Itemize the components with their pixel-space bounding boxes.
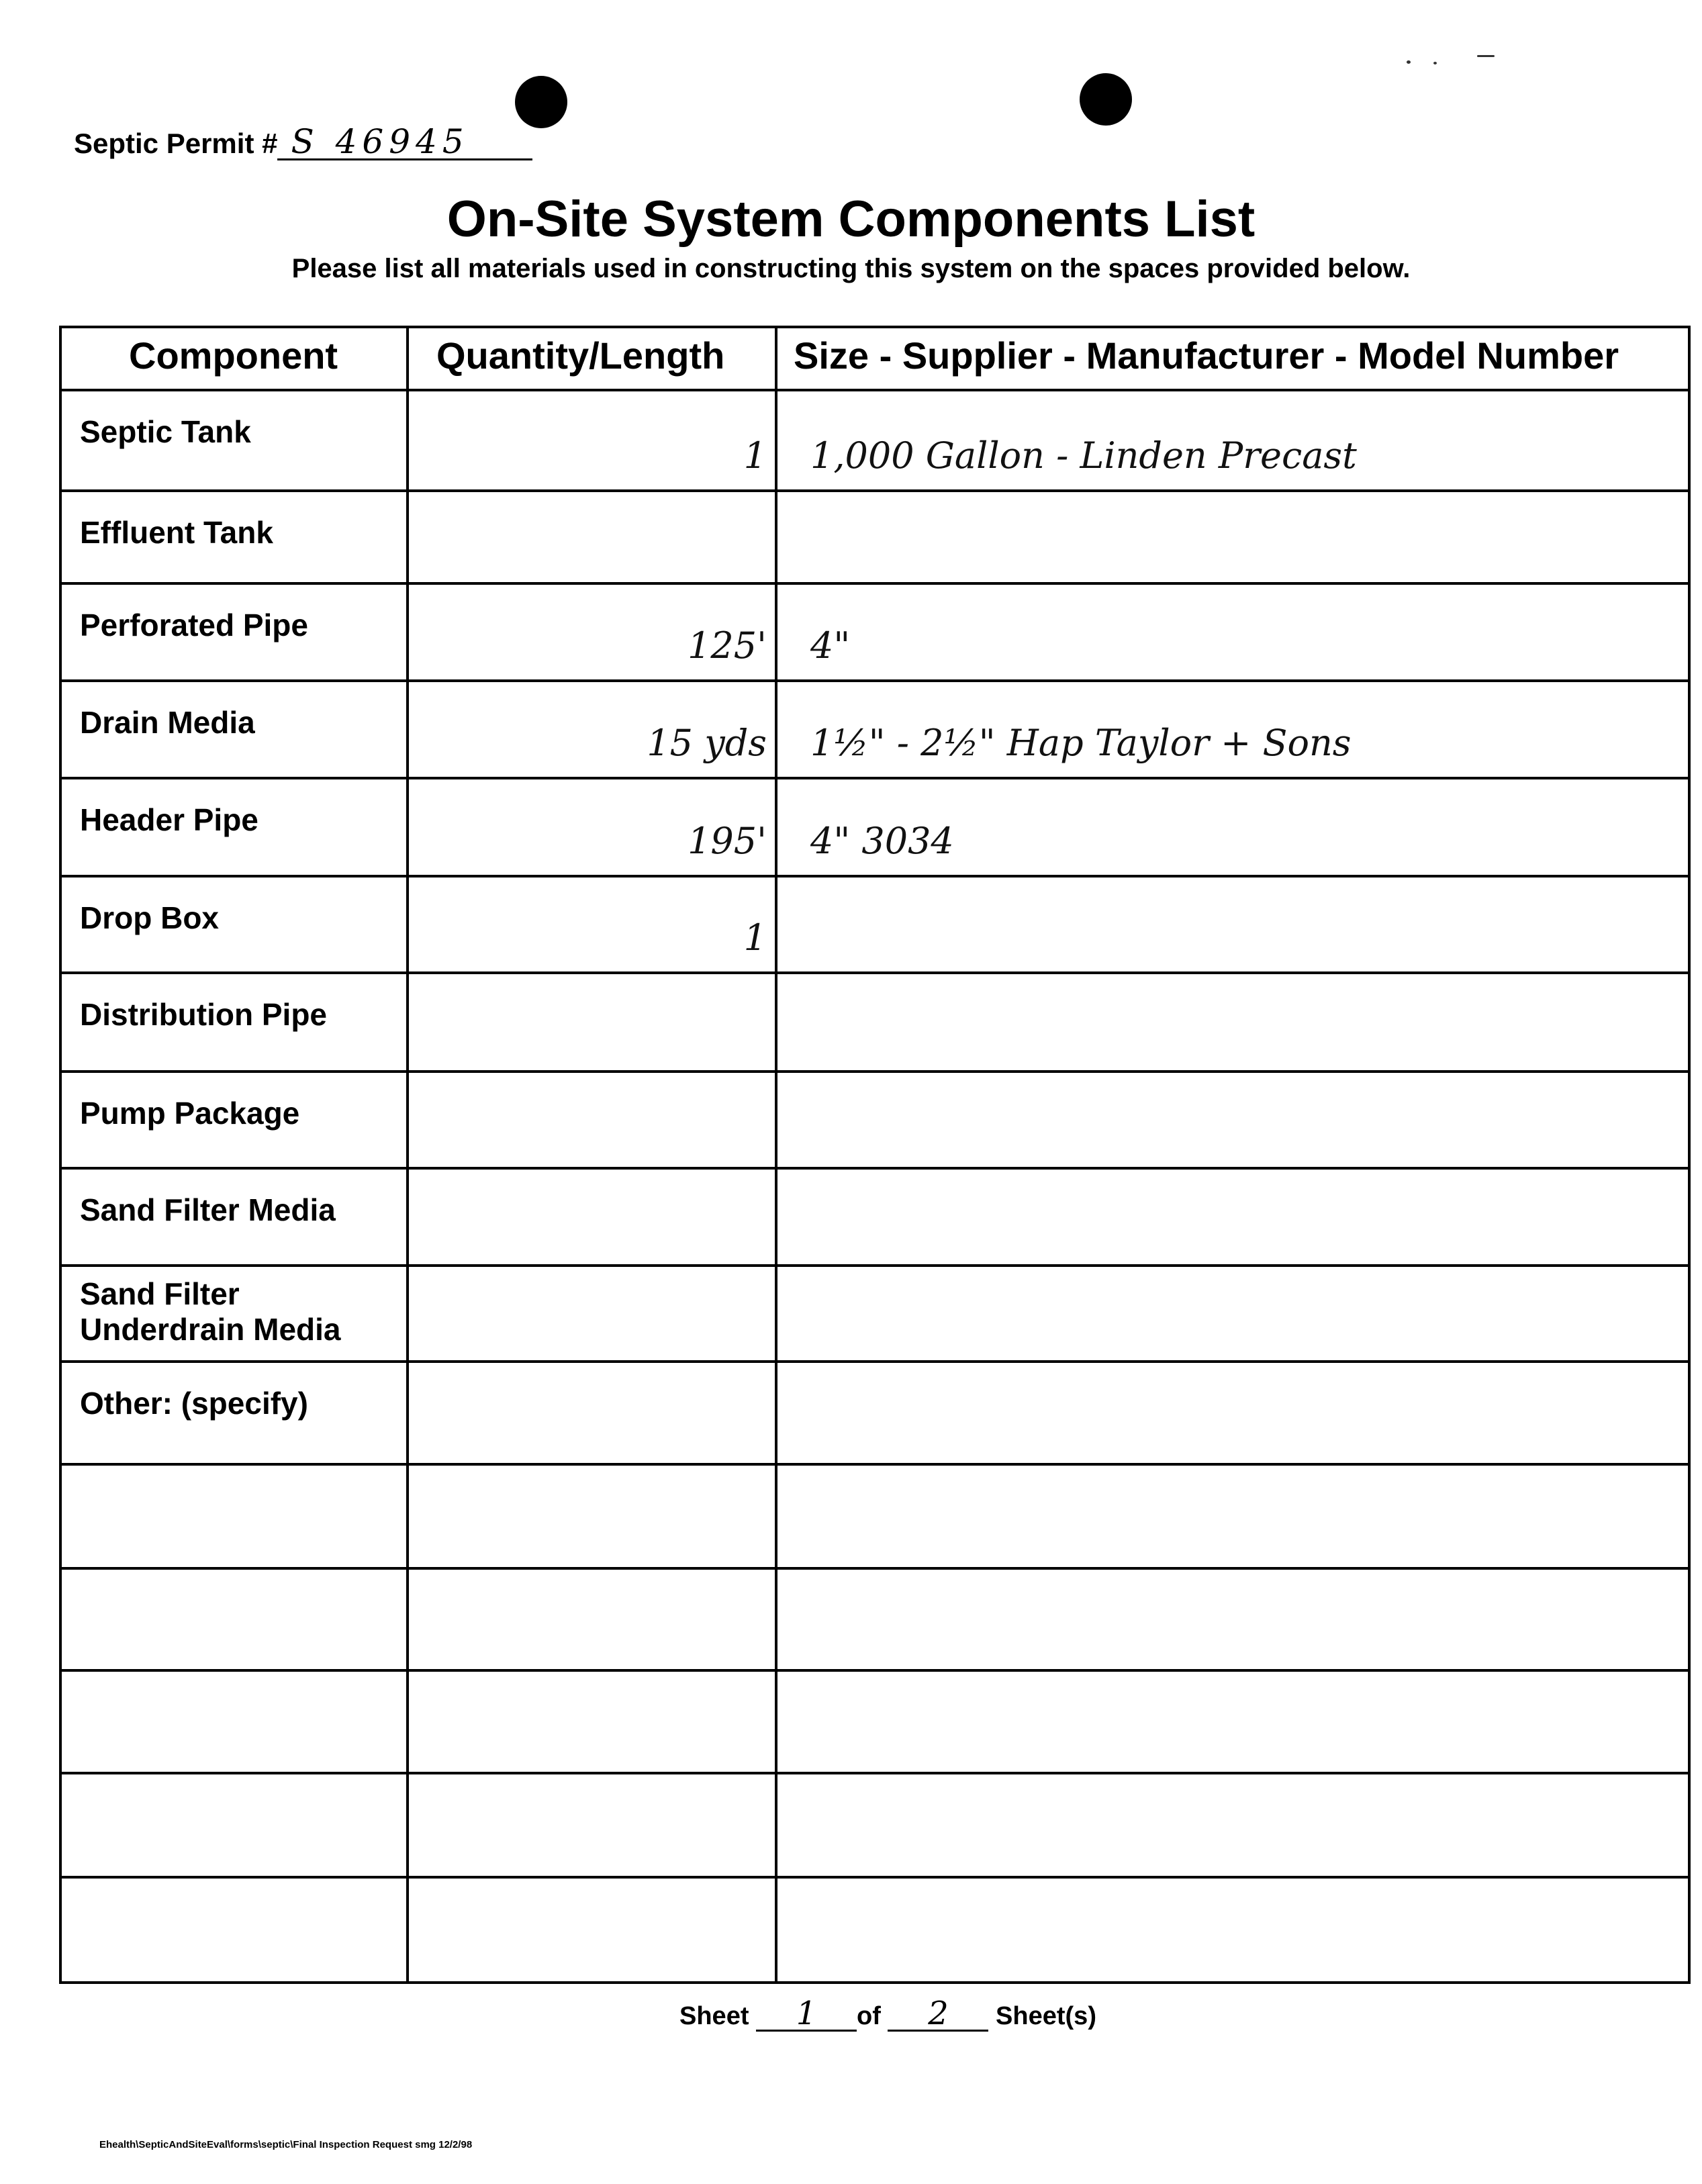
sheets-label: Sheet(s) [996, 2002, 1096, 2030]
scan-speck [1477, 55, 1495, 57]
column-divider [406, 328, 409, 1981]
scan-speck [1433, 62, 1437, 64]
row-label: Septic Tank [80, 414, 251, 449]
details-entry: 4" [810, 624, 851, 667]
row-label: Pump Package [80, 1096, 300, 1131]
form-file-path: Ehealth\SepticAndSiteEval\forms\septic\Final Inspection Request smg 12/2/98 [99, 2139, 473, 2150]
form-instructions: Please list all materials used in constructing this system on the spaces provided below. [291, 254, 1411, 283]
row-divider [62, 1070, 1688, 1073]
row-divider [62, 1264, 1688, 1267]
row-label: Distribution Pipe [80, 997, 327, 1032]
punch-hole-right [1080, 73, 1132, 126]
row-divider [62, 582, 1688, 585]
of-label: of [857, 2002, 881, 2030]
row-divider [62, 679, 1688, 682]
row-label: Drain Media [80, 705, 255, 740]
row-divider [62, 1167, 1688, 1170]
row-label: Sand Filter Underdrain Media [80, 1276, 341, 1347]
row-divider [62, 971, 1688, 974]
components-table [59, 326, 1691, 1984]
quantity-entry: 195' [688, 820, 767, 862]
row-divider [62, 489, 1688, 492]
punch-hole-left [515, 76, 567, 128]
sheet-number: 1 [756, 1997, 857, 2032]
column-divider [775, 328, 777, 1981]
quantity-entry: 125' [688, 624, 767, 667]
quantity-entry: 1 [743, 434, 767, 477]
row-divider [62, 1876, 1688, 1879]
details-entry: 4" 3034 [810, 820, 954, 862]
permit-line [74, 122, 532, 161]
details-entry: 1,000 Gallon - Linden Precast [810, 434, 1357, 477]
row-label: Header Pipe [80, 802, 258, 837]
scan-speck [1407, 60, 1411, 64]
sheet-label: Sheet [679, 2002, 749, 2030]
row-label: Drop Box [80, 900, 219, 935]
details-entry: 1½" - 2½" Hap Taylor + Sons [810, 722, 1352, 764]
row-label: Sand Filter Media [80, 1192, 336, 1227]
row-label: Effluent Tank [80, 515, 273, 550]
row-divider [62, 1567, 1688, 1570]
row-divider [62, 1463, 1688, 1466]
row-label: Perforated Pipe [80, 608, 308, 643]
row-divider [62, 875, 1688, 877]
row-divider [62, 777, 1688, 779]
permit-number: S 46945 [277, 125, 532, 160]
row-divider [62, 1360, 1688, 1363]
header-component: Component [129, 334, 338, 377]
row-divider [62, 1669, 1688, 1672]
header-details: Size - Supplier - Manufacturer - Model Number [794, 334, 1619, 377]
permit-label: Septic Permit # [74, 128, 278, 159]
row-label: Other: (specify) [80, 1386, 308, 1421]
sheet-counter [679, 1997, 1096, 2032]
row-divider [62, 389, 1688, 391]
header-quantity: Quantity/Length [436, 334, 725, 377]
sheet-total: 2 [888, 1997, 988, 2032]
form-title: On-Site System Components List [446, 191, 1256, 248]
quantity-entry: 1 [743, 916, 767, 959]
row-divider [62, 1772, 1688, 1774]
quantity-entry: 15 yds [647, 722, 767, 764]
